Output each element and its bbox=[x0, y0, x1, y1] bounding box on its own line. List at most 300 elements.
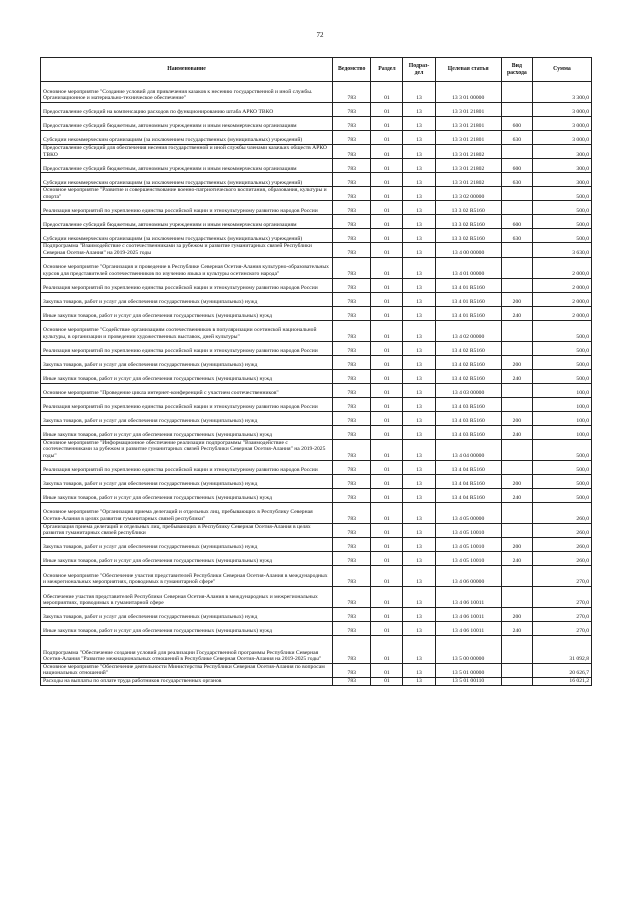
cell-vid bbox=[501, 439, 532, 460]
cell-summa: 270,0 bbox=[532, 586, 591, 607]
cell-vid bbox=[501, 320, 532, 341]
cell-vedomstvo: 783 bbox=[333, 502, 371, 523]
cell-name: Основное мероприятие "Обеспечение участия представителей Республики Северная Осетия-Алания в международных и межрегиональных мероприятиях, проводимых в гуманитарной сфере" bbox=[41, 565, 333, 586]
cell-vedomstvo: 783 bbox=[333, 229, 371, 243]
cell-celevaya: 13 4 03 R5160 bbox=[435, 411, 501, 425]
table-row bbox=[41, 187, 592, 201]
table-row bbox=[41, 355, 592, 369]
cell-podrazdel: 13 bbox=[403, 243, 435, 257]
cell-razdel: 01 bbox=[371, 278, 403, 292]
table-row bbox=[41, 523, 592, 537]
cell-vid bbox=[501, 257, 532, 278]
cell-vedomstvo: 783 bbox=[333, 474, 371, 488]
table-row bbox=[41, 411, 592, 425]
cell-razdel: 01 bbox=[371, 607, 403, 621]
cell-vid: 240 bbox=[501, 425, 532, 439]
cell-name: Субсидии некоммерческим организациям (за исключением государственных (муниципальных) учреждений) bbox=[41, 131, 333, 145]
cell-podrazdel: 13 bbox=[403, 537, 435, 551]
budget-table bbox=[40, 57, 592, 686]
cell-podrazdel: 13 bbox=[403, 306, 435, 320]
cell-summa: 260,0 bbox=[532, 502, 591, 523]
cell-celevaya: 13 3 02 00000 bbox=[435, 187, 501, 201]
cell-vedomstvo: 783 bbox=[333, 341, 371, 355]
cell-podrazdel: 13 bbox=[403, 187, 435, 201]
cell-razdel: 01 bbox=[371, 292, 403, 306]
cell-vid bbox=[501, 82, 532, 103]
cell-summa: 20 626,7 bbox=[532, 663, 591, 677]
cell-vid: 200 bbox=[501, 607, 532, 621]
cell-celevaya: 13 3 01 21802 bbox=[435, 173, 501, 187]
cell-vedomstvo: 783 bbox=[333, 320, 371, 341]
cell-summa: 100,0 bbox=[532, 425, 591, 439]
cell-podrazdel: 13 bbox=[403, 621, 435, 635]
cell-vedomstvo: 783 bbox=[333, 537, 371, 551]
cell-razdel: 01 bbox=[371, 523, 403, 537]
cell-celevaya: 13 3 01 21801 bbox=[435, 117, 501, 131]
header-summa: Сумма bbox=[532, 58, 591, 82]
cell-summa: 500,0 bbox=[532, 201, 591, 215]
cell-razdel: 01 bbox=[371, 341, 403, 355]
table-row bbox=[41, 488, 592, 502]
cell-name: Реализация мероприятий по укреплению единства российской нации и этнокультурному развитию народов России bbox=[41, 278, 333, 292]
cell-vedomstvo: 783 bbox=[333, 460, 371, 474]
cell-vid: 240 bbox=[501, 551, 532, 565]
cell-podrazdel: 13 bbox=[403, 173, 435, 187]
cell-celevaya: 13 4 06 10011 bbox=[435, 607, 501, 621]
table-row bbox=[41, 537, 592, 551]
cell-summa: 2 000,0 bbox=[532, 278, 591, 292]
cell-celevaya: 13 4 05 10010 bbox=[435, 537, 501, 551]
cell-vedomstvo: 783 bbox=[333, 607, 371, 621]
cell-razdel: 01 bbox=[371, 586, 403, 607]
cell-summa: 260,0 bbox=[532, 537, 591, 551]
cell-vedomstvo: 783 bbox=[333, 201, 371, 215]
cell-name: Основное мероприятие "Организация и проведение в Республике Северная Осетия-Алания культурно-образовательных курсов для представителей соотечественников по изучению языка и культуры осетинского народа" bbox=[41, 257, 333, 278]
cell-vedomstvo: 783 bbox=[333, 215, 371, 229]
cell-celevaya: 13 3 01 21801 bbox=[435, 131, 501, 145]
cell-vedomstvo: 783 bbox=[333, 663, 371, 677]
cell-name: Субсидии некоммерческим организациям (за исключением государственных (муниципальных) учреждений) bbox=[41, 229, 333, 243]
cell-vid: 600 bbox=[501, 117, 532, 131]
cell-celevaya: 13 3 01 00000 bbox=[435, 82, 501, 103]
cell-summa: 2 000,0 bbox=[532, 306, 591, 320]
cell-razdel: 01 bbox=[371, 502, 403, 523]
cell-name: Иные закупки товаров, работ и услуг для обеспечения государственных (муниципальных) нужд bbox=[41, 425, 333, 439]
cell-summa: 500,0 bbox=[532, 187, 591, 201]
cell-name: Иные закупки товаров, работ и услуг для обеспечения государственных (муниципальных) нужд bbox=[41, 488, 333, 502]
cell-summa: 100,0 bbox=[532, 397, 591, 411]
cell-name: Подпрограмма "Обеспечение создания условий для реализации Государственной программы Республики Северная Осетия-Алания "Развитие межнациональных отношений в Республике Северная Осетия-Алания на 2019-2025 годы" bbox=[41, 635, 333, 663]
cell-razdel: 01 bbox=[371, 215, 403, 229]
cell-vedomstvo: 783 bbox=[333, 425, 371, 439]
cell-vedomstvo: 783 bbox=[333, 397, 371, 411]
cell-summa: 500,0 bbox=[532, 474, 591, 488]
cell-vedomstvo: 783 bbox=[333, 278, 371, 292]
table-row bbox=[41, 82, 592, 103]
cell-summa: 100,0 bbox=[532, 411, 591, 425]
cell-name: Закупка товаров, работ и услуг для обеспечения государственных (муниципальных) нужд bbox=[41, 607, 333, 621]
cell-name: Реализация мероприятий по укреплению единства российской нации и этнокультурному развитию народов России bbox=[41, 460, 333, 474]
cell-vid bbox=[501, 145, 532, 159]
cell-razdel: 01 bbox=[371, 677, 403, 685]
cell-vid: 200 bbox=[501, 474, 532, 488]
cell-summa: 2 000,0 bbox=[532, 257, 591, 278]
cell-vedomstvo: 783 bbox=[333, 635, 371, 663]
cell-summa: 500,0 bbox=[532, 369, 591, 383]
cell-celevaya: 13 3 02 R5160 bbox=[435, 215, 501, 229]
cell-podrazdel: 13 bbox=[403, 607, 435, 621]
cell-summa: 3 630,0 bbox=[532, 243, 591, 257]
cell-podrazdel: 13 bbox=[403, 131, 435, 145]
cell-vedomstvo: 783 bbox=[333, 355, 371, 369]
cell-vedomstvo: 783 bbox=[333, 439, 371, 460]
cell-vid bbox=[501, 187, 532, 201]
cell-razdel: 01 bbox=[371, 145, 403, 159]
table-row bbox=[41, 460, 592, 474]
cell-name: Закупка товаров, работ и услуг для обеспечения государственных (муниципальных) нужд bbox=[41, 411, 333, 425]
cell-podrazdel: 13 bbox=[403, 523, 435, 537]
cell-podrazdel: 13 bbox=[403, 663, 435, 677]
table-row bbox=[41, 425, 592, 439]
cell-vid bbox=[501, 677, 532, 685]
cell-vid: 240 bbox=[501, 369, 532, 383]
cell-razdel: 01 bbox=[371, 488, 403, 502]
cell-razdel: 01 bbox=[371, 187, 403, 201]
cell-vid: 240 bbox=[501, 621, 532, 635]
cell-razdel: 01 bbox=[371, 306, 403, 320]
cell-podrazdel: 13 bbox=[403, 215, 435, 229]
cell-vedomstvo: 783 bbox=[333, 621, 371, 635]
cell-podrazdel: 13 bbox=[403, 82, 435, 103]
cell-razdel: 01 bbox=[371, 201, 403, 215]
cell-podrazdel: 13 bbox=[403, 292, 435, 306]
cell-razdel: 01 bbox=[371, 257, 403, 278]
table-row bbox=[41, 243, 592, 257]
cell-vedomstvo: 783 bbox=[333, 159, 371, 173]
table-row bbox=[41, 131, 592, 145]
table-row bbox=[41, 278, 592, 292]
cell-name: Предоставление субсидий бюджетным, автономным учреждениям и иным некоммерческим организациям bbox=[41, 215, 333, 229]
cell-celevaya: 13 4 03 00000 bbox=[435, 383, 501, 397]
cell-vedomstvo: 783 bbox=[333, 173, 371, 187]
table-row bbox=[41, 565, 592, 586]
table-row bbox=[41, 173, 592, 187]
table-row bbox=[41, 474, 592, 488]
cell-vid: 600 bbox=[501, 159, 532, 173]
cell-name: Предоставление субсидий бюджетным, автономным учреждениям и иным некоммерческим организациям bbox=[41, 117, 333, 131]
cell-name: Организация приема делегаций и отдельных лиц, пребывающих в Республику Северная Осетия-Алания в целях развития гуманитарных связей республики bbox=[41, 523, 333, 537]
cell-podrazdel: 13 bbox=[403, 103, 435, 117]
cell-podrazdel: 13 bbox=[403, 145, 435, 159]
cell-summa: 16 021,2 bbox=[532, 677, 591, 685]
cell-vid: 630 bbox=[501, 173, 532, 187]
cell-vid bbox=[501, 278, 532, 292]
table-row bbox=[41, 551, 592, 565]
table-row bbox=[41, 159, 592, 173]
cell-vid bbox=[501, 201, 532, 215]
cell-name: Субсидии некоммерческим организациям (за исключением государственных (муниципальных) учреждений) bbox=[41, 173, 333, 187]
header-celevaya: Целевая статья bbox=[435, 58, 501, 82]
table-row bbox=[41, 103, 592, 117]
page-number: 72 bbox=[316, 31, 324, 39]
cell-celevaya: 13 4 02 R5160 bbox=[435, 355, 501, 369]
cell-celevaya: 13 4 02 R5160 bbox=[435, 341, 501, 355]
cell-celevaya: 13 4 01 00000 bbox=[435, 257, 501, 278]
cell-name: Иные закупки товаров, работ и услуг для обеспечения государственных (муниципальных) нужд bbox=[41, 621, 333, 635]
cell-summa: 270,0 bbox=[532, 607, 591, 621]
cell-razdel: 01 bbox=[371, 383, 403, 397]
cell-razdel: 01 bbox=[371, 117, 403, 131]
cell-summa: 500,0 bbox=[532, 320, 591, 341]
cell-name: Расходы на выплаты по оплате труда работников государственных органов bbox=[41, 677, 333, 685]
cell-celevaya: 13 5 01 00000 bbox=[435, 663, 501, 677]
table-row bbox=[41, 201, 592, 215]
table-row bbox=[41, 383, 592, 397]
cell-celevaya: 13 4 06 10011 bbox=[435, 621, 501, 635]
cell-name: Закупка товаров, работ и услуг для обеспечения государственных (муниципальных) нужд bbox=[41, 537, 333, 551]
cell-celevaya: 13 5 01 00110 bbox=[435, 677, 501, 685]
cell-vedomstvo: 783 bbox=[333, 411, 371, 425]
cell-name: Основное мероприятие "Содействие организациям соотечественников в популяризации осетинской национальной культуры, в организации и проведении художественных выставок, дней культуры" bbox=[41, 320, 333, 341]
cell-celevaya: 13 4 01 R5160 bbox=[435, 292, 501, 306]
cell-vedomstvo: 783 bbox=[333, 103, 371, 117]
cell-name: Основное мероприятие "Организация приема делегаций и отдельных лиц, пребывающих в Республику Северная Осетия-Алания в целях развития гуманитарных связей республики" bbox=[41, 502, 333, 523]
cell-vid bbox=[501, 635, 532, 663]
cell-podrazdel: 13 bbox=[403, 383, 435, 397]
cell-name: Основное мероприятие "Создание условий для привлечения казаков к несению государственной и иной службы. Организационное и материально-техническое обеспечение" bbox=[41, 82, 333, 103]
cell-podrazdel: 13 bbox=[403, 586, 435, 607]
cell-podrazdel: 13 bbox=[403, 411, 435, 425]
cell-razdel: 01 bbox=[371, 320, 403, 341]
cell-summa: 500,0 bbox=[532, 439, 591, 460]
cell-celevaya: 13 4 00 00000 bbox=[435, 243, 501, 257]
cell-vedomstvo: 783 bbox=[333, 383, 371, 397]
cell-razdel: 01 bbox=[371, 369, 403, 383]
cell-summa: 3 000,0 bbox=[532, 117, 591, 131]
cell-razdel: 01 bbox=[371, 397, 403, 411]
cell-podrazdel: 13 bbox=[403, 502, 435, 523]
cell-vid bbox=[501, 397, 532, 411]
cell-vid: 200 bbox=[501, 355, 532, 369]
table-row bbox=[41, 677, 592, 685]
cell-name: Основное мероприятие "Обеспечение деятельности Министерства Республики Северная Осетия-Алания по вопросам национальных отношений" bbox=[41, 663, 333, 677]
cell-summa: 3 300,0 bbox=[532, 82, 591, 103]
cell-summa: 300,0 bbox=[532, 159, 591, 173]
cell-name: Основное мероприятие "Развитие и совершенствование военно-патриотического воспитания, образования, культуры и спорта" bbox=[41, 187, 333, 201]
cell-summa: 270,0 bbox=[532, 565, 591, 586]
cell-name: Предоставление субсидий на компенсацию расходов по функционированию штаба АРКО ТВКО bbox=[41, 103, 333, 117]
cell-razdel: 01 bbox=[371, 411, 403, 425]
cell-summa: 2 000,0 bbox=[532, 292, 591, 306]
cell-razdel: 01 bbox=[371, 131, 403, 145]
cell-vid bbox=[501, 502, 532, 523]
cell-summa: 100,0 bbox=[532, 383, 591, 397]
cell-summa: 260,0 bbox=[532, 523, 591, 537]
table-row bbox=[41, 397, 592, 411]
cell-vid bbox=[501, 586, 532, 607]
cell-vid: 200 bbox=[501, 411, 532, 425]
cell-vedomstvo: 783 bbox=[333, 306, 371, 320]
cell-summa: 500,0 bbox=[532, 460, 591, 474]
cell-name: Предоставление субсидий бюджетным, автономным учреждениям и иным некоммерческим организациям bbox=[41, 159, 333, 173]
cell-summa: 500,0 bbox=[532, 229, 591, 243]
table-row bbox=[41, 229, 592, 243]
table-row bbox=[41, 306, 592, 320]
cell-celevaya: 13 4 03 R5160 bbox=[435, 397, 501, 411]
cell-celevaya: 13 3 02 R5160 bbox=[435, 229, 501, 243]
cell-vid: 630 bbox=[501, 131, 532, 145]
table-row bbox=[41, 320, 592, 341]
cell-celevaya: 13 4 04 00000 bbox=[435, 439, 501, 460]
cell-vedomstvo: 783 bbox=[333, 82, 371, 103]
cell-celevaya: 13 4 04 R5160 bbox=[435, 488, 501, 502]
cell-razdel: 01 bbox=[371, 551, 403, 565]
cell-celevaya: 13 3 01 21801 bbox=[435, 103, 501, 117]
cell-podrazdel: 13 bbox=[403, 565, 435, 586]
cell-name: Предоставление субсидий для обеспечения несения государственной и иной службы членами казачьих обществ АРКО ТВКО bbox=[41, 145, 333, 159]
cell-vid: 630 bbox=[501, 229, 532, 243]
cell-podrazdel: 13 bbox=[403, 369, 435, 383]
cell-summa: 500,0 bbox=[532, 488, 591, 502]
table-row bbox=[41, 257, 592, 278]
cell-podrazdel: 13 bbox=[403, 439, 435, 460]
table-row bbox=[41, 635, 592, 663]
cell-vid bbox=[501, 663, 532, 677]
cell-vid: 240 bbox=[501, 488, 532, 502]
cell-razdel: 01 bbox=[371, 439, 403, 460]
header-vedomstvo: Ведомство bbox=[333, 58, 371, 82]
cell-vid bbox=[501, 460, 532, 474]
cell-celevaya: 13 3 01 21802 bbox=[435, 145, 501, 159]
cell-vedomstvo: 783 bbox=[333, 523, 371, 537]
cell-vedomstvo: 783 bbox=[333, 677, 371, 685]
table-row bbox=[41, 145, 592, 159]
cell-name: Реализация мероприятий по укреплению единства российской нации и этнокультурному развитию народов России bbox=[41, 341, 333, 355]
cell-razdel: 01 bbox=[371, 425, 403, 439]
cell-name: Основное мероприятие "Проведение цикла интернет-конференций с участием соотечественников" bbox=[41, 383, 333, 397]
cell-celevaya: 13 4 06 00000 bbox=[435, 565, 501, 586]
cell-summa: 300,0 bbox=[532, 173, 591, 187]
cell-summa: 3 000,0 bbox=[532, 131, 591, 145]
cell-celevaya: 13 4 06 10011 bbox=[435, 586, 501, 607]
cell-podrazdel: 13 bbox=[403, 355, 435, 369]
table-row bbox=[41, 215, 592, 229]
header-vid: Вид расхода bbox=[501, 58, 532, 82]
cell-summa: 3 000,0 bbox=[532, 103, 591, 117]
cell-name: Реализация мероприятий по укреплению единства российской нации и этнокультурному развитию народов России bbox=[41, 397, 333, 411]
cell-vedomstvo: 783 bbox=[333, 257, 371, 278]
cell-celevaya: 13 4 04 R5160 bbox=[435, 460, 501, 474]
cell-vid: 600 bbox=[501, 215, 532, 229]
cell-razdel: 01 bbox=[371, 243, 403, 257]
cell-name: Иные закупки товаров, работ и услуг для обеспечения государственных (муниципальных) нужд bbox=[41, 551, 333, 565]
cell-name: Закупка товаров, работ и услуг для обеспечения государственных (муниципальных) нужд bbox=[41, 292, 333, 306]
cell-summa: 260,0 bbox=[532, 551, 591, 565]
cell-podrazdel: 13 bbox=[403, 474, 435, 488]
table-row bbox=[41, 117, 592, 131]
table-row bbox=[41, 502, 592, 523]
cell-razdel: 01 bbox=[371, 355, 403, 369]
cell-vedomstvo: 783 bbox=[333, 187, 371, 201]
table-row bbox=[41, 607, 592, 621]
cell-vedomstvo: 783 bbox=[333, 117, 371, 131]
header-podrazdel: Подраз-дел bbox=[403, 58, 435, 82]
cell-name: Закупка товаров, работ и услуг для обеспечения государственных (муниципальных) нужд bbox=[41, 355, 333, 369]
cell-podrazdel: 13 bbox=[403, 397, 435, 411]
cell-vid: 200 bbox=[501, 537, 532, 551]
cell-podrazdel: 13 bbox=[403, 117, 435, 131]
cell-razdel: 01 bbox=[371, 229, 403, 243]
cell-vedomstvo: 783 bbox=[333, 369, 371, 383]
cell-name: Основное мероприятие "Информационное обеспечение реализации подпрограммы "Взаимодействие с соотечественниками за рубежом и развитие гуманитарных связей Республики Северная Осетия-Алания" на 2019-2025 годы" bbox=[41, 439, 333, 460]
cell-razdel: 01 bbox=[371, 103, 403, 117]
cell-vedomstvo: 783 bbox=[333, 488, 371, 502]
cell-vid bbox=[501, 341, 532, 355]
cell-summa: 31 092,8 bbox=[532, 635, 591, 663]
table-row bbox=[41, 663, 592, 677]
cell-vedomstvo: 783 bbox=[333, 145, 371, 159]
header-razdel: Раздел bbox=[371, 58, 403, 82]
cell-podrazdel: 13 bbox=[403, 635, 435, 663]
cell-podrazdel: 13 bbox=[403, 677, 435, 685]
cell-razdel: 01 bbox=[371, 82, 403, 103]
cell-razdel: 01 bbox=[371, 537, 403, 551]
cell-summa: 500,0 bbox=[532, 341, 591, 355]
cell-razdel: 01 bbox=[371, 621, 403, 635]
table-row bbox=[41, 439, 592, 460]
cell-summa: 500,0 bbox=[532, 355, 591, 369]
cell-podrazdel: 13 bbox=[403, 201, 435, 215]
cell-vid: 200 bbox=[501, 292, 532, 306]
cell-celevaya: 13 4 04 R5160 bbox=[435, 474, 501, 488]
cell-podrazdel: 13 bbox=[403, 320, 435, 341]
cell-vid bbox=[501, 103, 532, 117]
cell-name: Подпрограмма "Взаимодействие с соотечественниками за рубежом и развитие гуманитарных связей Республики Северная Осетия-Алания" на 2019-2025 годы bbox=[41, 243, 333, 257]
table-row bbox=[41, 341, 592, 355]
cell-vedomstvo: 783 bbox=[333, 551, 371, 565]
cell-razdel: 01 bbox=[371, 474, 403, 488]
table-row bbox=[41, 621, 592, 635]
table-row bbox=[41, 292, 592, 306]
cell-razdel: 01 bbox=[371, 565, 403, 586]
cell-celevaya: 13 4 05 00000 bbox=[435, 502, 501, 523]
cell-podrazdel: 13 bbox=[403, 551, 435, 565]
cell-celevaya: 13 4 01 R5160 bbox=[435, 278, 501, 292]
cell-razdel: 01 bbox=[371, 460, 403, 474]
cell-razdel: 01 bbox=[371, 635, 403, 663]
cell-vid bbox=[501, 383, 532, 397]
cell-razdel: 01 bbox=[371, 173, 403, 187]
cell-vedomstvo: 783 bbox=[333, 292, 371, 306]
cell-vid: 240 bbox=[501, 306, 532, 320]
table-body bbox=[41, 82, 592, 686]
cell-summa: 300,0 bbox=[532, 145, 591, 159]
table-row bbox=[41, 369, 592, 383]
cell-celevaya: 13 3 02 R5160 bbox=[435, 201, 501, 215]
cell-razdel: 01 bbox=[371, 663, 403, 677]
cell-podrazdel: 13 bbox=[403, 341, 435, 355]
cell-vid bbox=[501, 523, 532, 537]
cell-podrazdel: 13 bbox=[403, 278, 435, 292]
cell-celevaya: 13 3 01 21802 bbox=[435, 159, 501, 173]
cell-vid bbox=[501, 565, 532, 586]
header-name: Наименование bbox=[41, 58, 333, 82]
cell-podrazdel: 13 bbox=[403, 229, 435, 243]
cell-vedomstvo: 783 bbox=[333, 586, 371, 607]
cell-name: Закупка товаров, работ и услуг для обеспечения государственных (муниципальных) нужд bbox=[41, 474, 333, 488]
cell-vedomstvo: 783 bbox=[333, 243, 371, 257]
cell-podrazdel: 13 bbox=[403, 257, 435, 278]
